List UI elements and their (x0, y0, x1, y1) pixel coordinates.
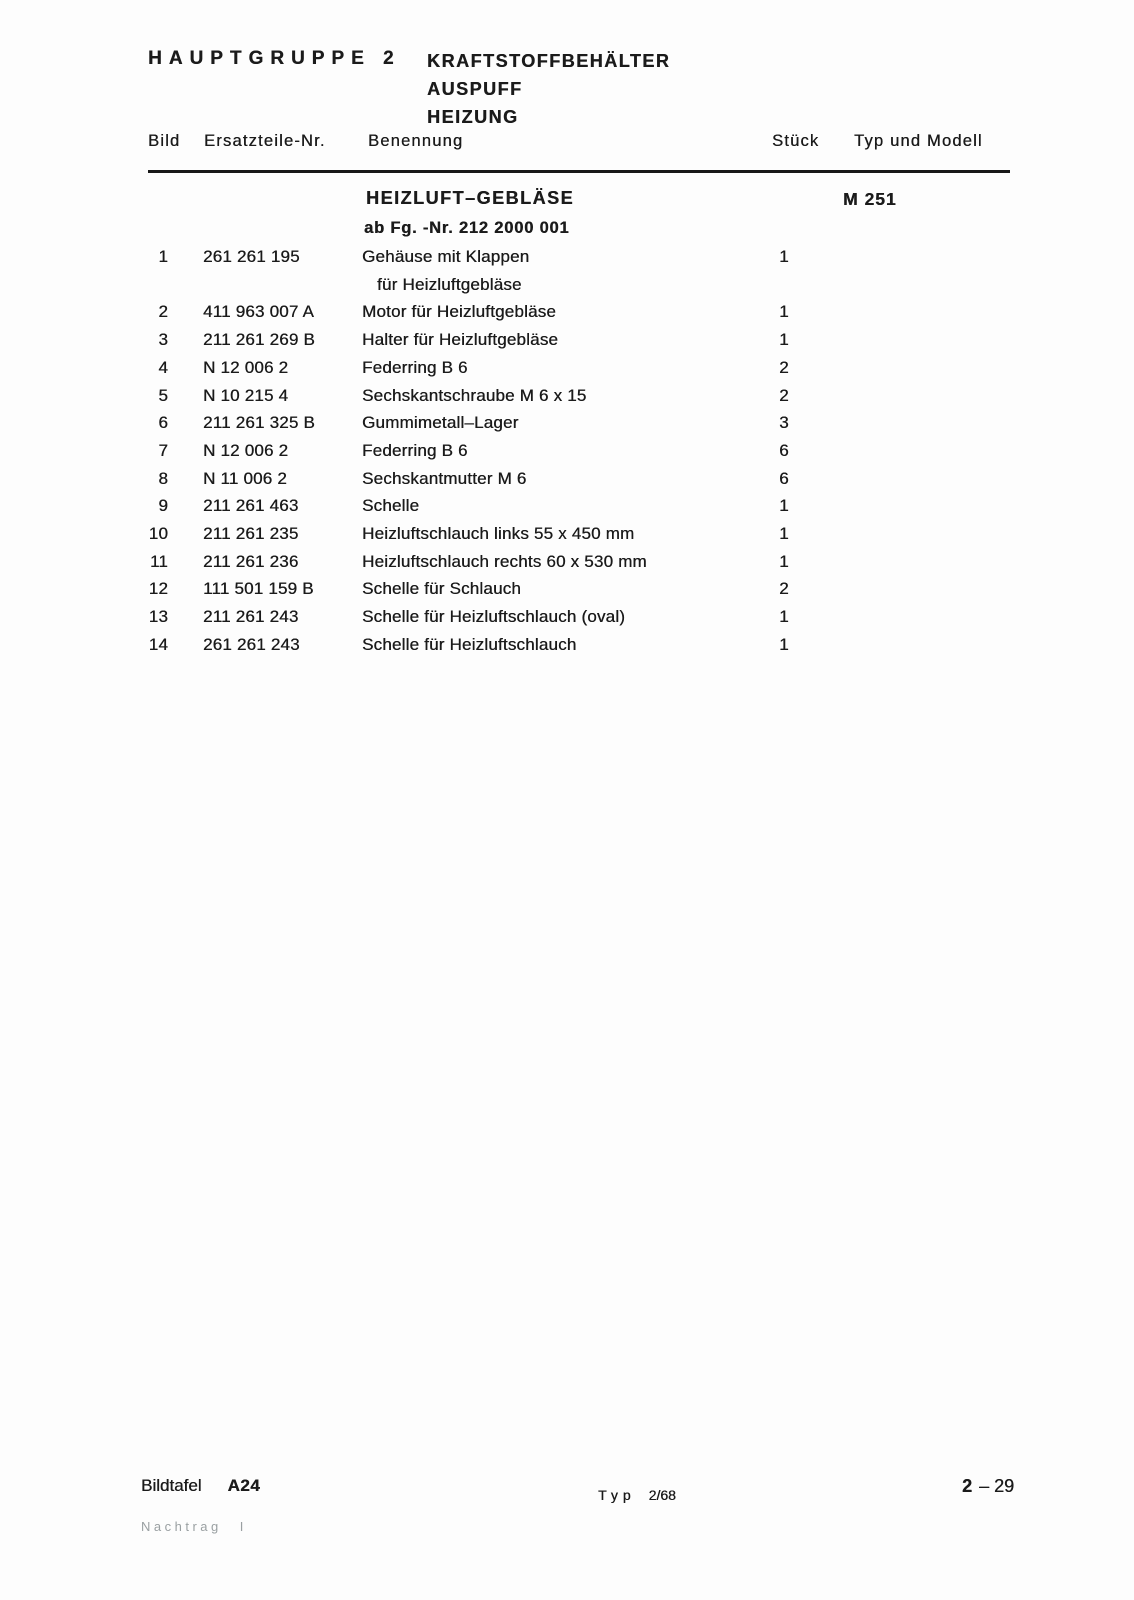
row-benennung (362, 603, 904, 631)
row-name-line: Schelle (362, 496, 420, 516)
row-part-number: 211 261 269 B (203, 330, 315, 350)
table-row (0, 409, 1134, 437)
row-bild-number: 4 (158, 357, 168, 377)
row-benennung (362, 548, 904, 576)
column-header-typ-und-modell: Typ und Modell (854, 132, 983, 150)
row-name-line: Gummimetall–Lager (362, 413, 519, 433)
row-name-line: Motor für Heizluftgebläse (362, 302, 556, 322)
row-part-number: N 10 215 4 (203, 385, 289, 405)
row-part-number: N 12 006 2 (203, 440, 289, 460)
column-header-benennung: Benennung (368, 132, 464, 150)
row-benennung (362, 520, 904, 548)
row-bild-number: 11 (149, 551, 168, 571)
row-stueck-qty: 6 (779, 468, 789, 488)
main-group-title: HAUPTGRUPPE 2 (148, 48, 401, 69)
row-part-number: 211 261 463 (203, 496, 299, 516)
row-benennung (362, 492, 904, 520)
row-stueck-qty: 3 (779, 413, 789, 433)
table-row (0, 492, 1134, 520)
typ-value: 2/68 (648, 1487, 676, 1503)
row-part-number: 211 261 325 B (203, 413, 315, 433)
row-benennung (362, 326, 904, 354)
row-bild-number: 8 (158, 468, 168, 488)
footer-page-number (962, 1476, 1014, 1497)
section-model-code: M 251 (843, 189, 897, 209)
row-benennung (362, 409, 904, 437)
row-name-line: Halter für Heizluftgebläse (362, 330, 559, 350)
footer-nachtrag (141, 1519, 247, 1534)
row-benennung (362, 631, 904, 659)
section-title: HEIZLUFT–GEBLÄSE (366, 188, 575, 208)
row-stueck-qty: 1 (779, 330, 789, 350)
parts-table (0, 243, 1134, 659)
row-stueck-qty: 1 (779, 302, 789, 322)
header-divider-rule (148, 170, 1010, 173)
row-stueck-qty: 1 (779, 634, 789, 654)
row-part-number: 211 261 243 (203, 607, 299, 627)
section-chassis-number: ab Fg. -Nr. 212 2000 001 (364, 219, 570, 237)
row-name-line: Schelle für Schlauch (362, 579, 521, 599)
row-name-line: Federring B 6 (362, 357, 468, 377)
row-benennung (362, 298, 904, 326)
row-part-number: 261 261 195 (203, 247, 300, 266)
table-row (0, 575, 1134, 603)
row-benennung (362, 575, 904, 603)
row-bild-number: 9 (158, 496, 168, 516)
category-title-block (427, 47, 670, 131)
table-row (0, 465, 1134, 493)
row-bild-number: 1 (158, 247, 168, 266)
row-name-line: Heizluftschlauch links 55 x 450 mm (362, 524, 635, 544)
row-name-line: Heizluftschlauch rechts 60 x 530 mm (362, 551, 647, 571)
row-bild-number: 7 (158, 440, 168, 460)
row-benennung (362, 382, 904, 410)
row-bild-number: 5 (158, 385, 168, 405)
row-stueck-qty: 2 (779, 385, 789, 405)
page-number-page: – 29 (979, 1476, 1015, 1496)
row-part-number: N 11 006 2 (203, 468, 287, 488)
row-name-line: Schelle für Heizluftschlauch (oval) (362, 607, 626, 627)
row-name-line: für Heizluftgebläse (377, 274, 522, 294)
row-stueck-qty: 1 (779, 524, 789, 544)
table-row (0, 437, 1134, 465)
row-stueck-qty: 1 (779, 551, 789, 571)
row-benennung (362, 437, 904, 465)
row-benennung (362, 465, 904, 493)
column-header-part-number: Ersatzteile-Nr. (204, 132, 326, 150)
category-line: KRAFTSTOFFBEHÄLTER (427, 51, 671, 71)
table-row (0, 603, 1134, 631)
row-name-line: Sechskantschraube M 6 x 15 (362, 385, 587, 405)
table-row (0, 298, 1134, 326)
row-bild-number: 14 (148, 634, 168, 654)
row-bild-number: 10 (148, 524, 168, 544)
row-bild-number: 6 (158, 413, 168, 433)
row-benennung (362, 243, 904, 298)
row-benennung (362, 354, 904, 382)
row-name-line: Gehäuse mit Klappen (362, 247, 530, 266)
row-part-number: 411 963 007 A (203, 302, 314, 322)
row-part-number: 261 261 243 (203, 634, 300, 654)
footer-bildtafel (141, 1476, 260, 1496)
row-name-line: Sechskantmutter M 6 (362, 468, 527, 488)
table-row (0, 382, 1134, 410)
row-stueck-qty: 1 (779, 496, 789, 516)
table-row (0, 520, 1134, 548)
row-part-number: 111 501 159 B (203, 579, 314, 599)
footer-typ (598, 1487, 676, 1503)
row-name-line: Schelle für Heizluftschlauch (362, 634, 577, 654)
column-header-stueck: Stück (772, 132, 820, 150)
row-part-number: N 12 006 2 (203, 357, 289, 377)
row-bild-number: 13 (148, 607, 168, 627)
table-row (0, 548, 1134, 576)
row-part-number: 211 261 235 (203, 524, 299, 544)
bildtafel-label: Bildtafel (141, 1476, 202, 1495)
nachtrag-label: Nachtrag (141, 1519, 222, 1534)
table-row (0, 243, 1134, 298)
table-row (0, 354, 1134, 382)
table-row (0, 326, 1134, 354)
table-row (0, 631, 1134, 659)
category-line: AUSPUFF (427, 79, 523, 99)
column-header-bild: Bild (148, 132, 181, 150)
row-bild-number: 12 (148, 579, 168, 599)
page-number-group: 2 (962, 1476, 973, 1496)
row-bild-number: 2 (158, 302, 168, 322)
nachtrag-value: I (239, 1519, 247, 1534)
row-part-number: 211 261 236 (203, 551, 299, 571)
row-stueck-qty: 1 (779, 247, 789, 266)
row-stueck-qty: 1 (779, 607, 789, 627)
row-stueck-qty: 2 (779, 579, 789, 599)
bildtafel-plate-number: A24 (227, 1476, 261, 1495)
category-line: HEIZUNG (427, 107, 519, 127)
row-name-line: Federring B 6 (362, 440, 468, 460)
row-bild-number: 3 (158, 330, 168, 350)
row-stueck-qty: 2 (779, 357, 789, 377)
typ-label: Typ (598, 1487, 636, 1503)
row-stueck-qty: 6 (779, 440, 789, 460)
